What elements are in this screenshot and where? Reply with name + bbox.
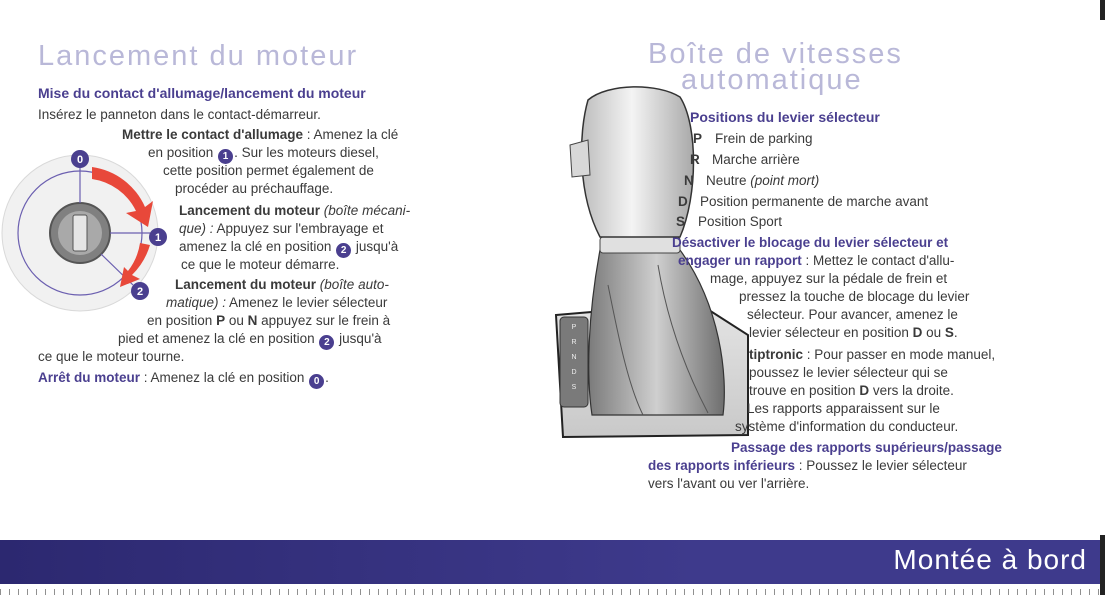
manual-start-line-4: ce que le moteur démarre.: [181, 257, 340, 272]
right-title-1: Boîte de vitesses: [648, 38, 903, 70]
shift-line-1: Passage des rapports supérieurs/passage: [731, 440, 1002, 455]
gear-item-d: D Position permanente de marche avant: [678, 194, 929, 209]
lock-button: [570, 140, 590, 177]
gear-item-r: R Marche arrière: [690, 152, 800, 167]
section-title: Montée à bord: [893, 544, 1087, 575]
tiptronic-line-1: tiptronic : Pour passer en mode manuel,: [749, 347, 996, 362]
ignition-line-1: Mettre le contact d'allumage : Amenez la clé: [122, 127, 399, 142]
page-edge-marks: [0, 589, 1105, 595]
gate-label-n: N: [571, 354, 577, 361]
position-1-label: 1: [154, 232, 162, 244]
unlock-line-4: pressez la touche de blocage du levier: [739, 289, 970, 304]
boot-collar: [600, 237, 680, 253]
auto-start-line-5: ce que le moteur tourne.: [38, 349, 185, 364]
leather-boot: [589, 250, 725, 415]
gate-label-d: D: [571, 369, 577, 376]
auto-start-line-3: en position P ou N appuyez sur le frein à: [147, 313, 391, 328]
tiptronic-line-4: Les rapports apparaissent sur le: [747, 401, 940, 416]
left-title: Lancement du moteur: [38, 40, 359, 72]
shift-line-3: vers l'avant ou ver l'arrière.: [648, 476, 810, 491]
unlock-line-2: engager un rapport : Mettez le contact d'allu-: [678, 253, 955, 268]
gear-item-p: P Frein de parking: [693, 131, 813, 146]
gear-item-s: S Position Sport: [676, 214, 783, 229]
ignition-line-2: en position 1 . Sur les moteurs diesel,: [148, 145, 379, 162]
positions-heading: Positions du levier sélecteur: [690, 109, 880, 125]
gate-label-r: R: [571, 339, 577, 346]
tiptronic-line-2: poussez le levier sélecteur qui se: [749, 365, 948, 380]
page-right-edge-gap: [1100, 20, 1105, 535]
manual-start-line-1: Lancement du moteur (boîte mécani-: [179, 203, 411, 218]
unlock-line-5: sélecteur. Pour avancer, amenez le: [747, 307, 958, 322]
auto-start-line-1: Lancement du moteur (boîte auto-: [175, 277, 389, 292]
right-title-2: automatique: [681, 64, 863, 96]
gate-label-s: S: [571, 384, 577, 391]
gear-item-n: N Neutre (point mort): [684, 173, 820, 188]
key-slot: [73, 215, 87, 251]
left-subtitle: Mise du contact d'allumage/lancement du moteur: [38, 85, 366, 101]
tiptronic-line-3: trouve en position D vers la droite.: [749, 383, 954, 398]
ignition-line-4: procéder au préchauffage.: [175, 181, 334, 196]
unlock-line-3: mage, appuyez sur la pédale de frein et: [710, 271, 948, 286]
ignition-switch-illustration: [0, 145, 175, 325]
footer-gradient: [0, 540, 700, 584]
ignition-line-3: cette position permet également de: [163, 163, 374, 178]
position-0-label: 0: [76, 154, 84, 166]
tiptronic-line-5: système d'information du conducteur.: [735, 419, 959, 434]
intro-text: Insérez le panneton dans le contact-démarreur.: [38, 107, 321, 122]
engine-stop-line: Arrêt du moteur : Amenez la clé en position 0 .: [38, 370, 329, 387]
shift-line-2: des rapports inférieurs : Poussez le levier sélecteur: [648, 458, 967, 473]
manual-start-line-3: amenez la clé en position 2 jusqu'à: [179, 239, 399, 256]
gate-label-p: P: [571, 324, 577, 331]
auto-start-line-4: pied et amenez la clé en position 2 jusqu'à: [118, 331, 382, 348]
manual-start-line-2: que) : Appuyez sur l'embrayage et: [179, 221, 384, 236]
unlock-line-6: levier sélecteur en position D ou S.: [749, 325, 958, 340]
auto-start-line-2: matique) : Amenez le levier sélecteur: [166, 295, 388, 310]
position-2-label: 2: [136, 286, 144, 298]
unlock-line-1: Désactiver le blocage du levier sélecteur et: [672, 235, 949, 250]
